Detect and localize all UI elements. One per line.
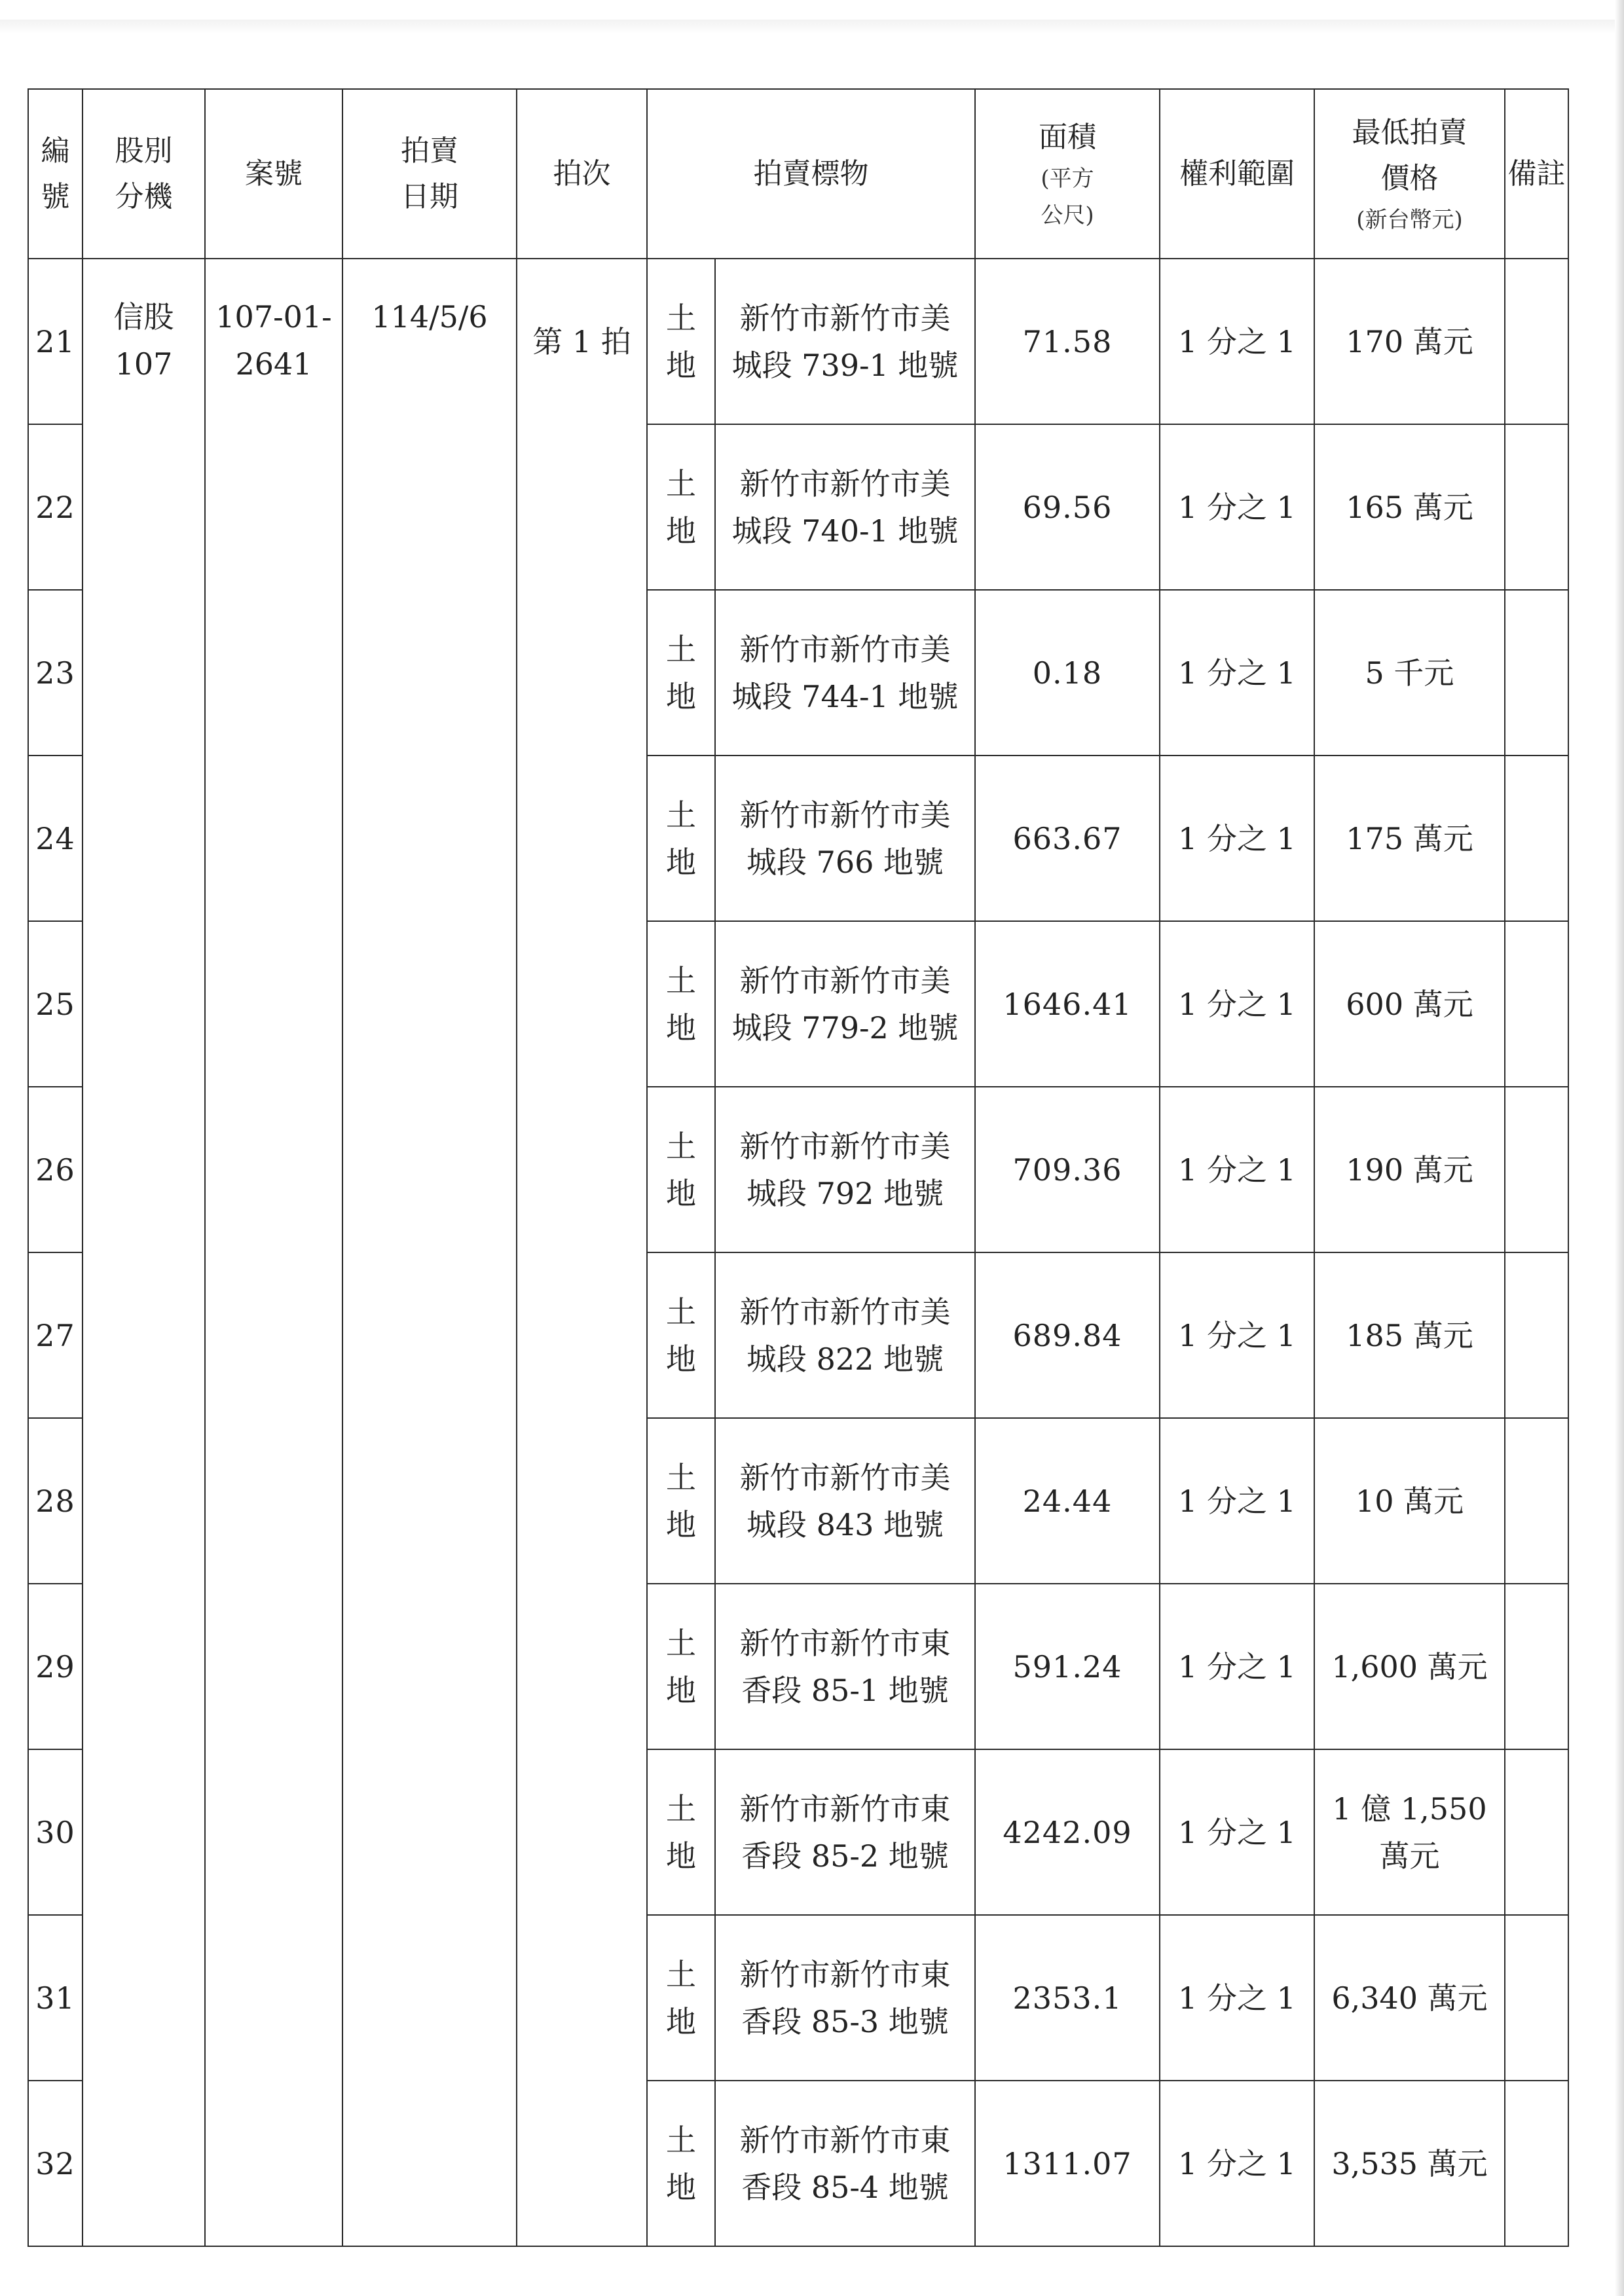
row-remarks — [1505, 259, 1568, 424]
row-area: 2353.1 — [975, 1915, 1160, 2081]
row-remarks — [1505, 1584, 1568, 1749]
row-no: 21 — [28, 259, 83, 424]
row-area: 69.56 — [975, 424, 1160, 590]
row-category: 土 地 — [647, 1087, 715, 1252]
header-min-price-unit: (新台幣元) — [1356, 206, 1463, 233]
row-category: 土 地 — [647, 590, 715, 756]
row-rights: 1 分之 1 — [1160, 259, 1314, 424]
row-no: 28 — [28, 1418, 83, 1584]
row-subject: 新竹市新竹市美 城段 744-1 地號 — [715, 590, 975, 756]
row-price: 5 千元 — [1314, 590, 1505, 756]
row-area: 591.24 — [975, 1584, 1160, 1749]
row-category: 土 地 — [647, 424, 715, 590]
row-remarks — [1505, 1915, 1568, 2081]
row-remarks — [1505, 1252, 1568, 1418]
row-price: 3,535 萬元 — [1314, 2081, 1505, 2246]
row-no: 31 — [28, 1915, 83, 2081]
row-subject: 新竹市新竹市美 城段 739-1 地號 — [715, 259, 975, 424]
row-subject: 新竹市新竹市東 香段 85-4 地號 — [715, 2081, 975, 2246]
row-subject: 新竹市新竹市美 城段 843 地號 — [715, 1418, 975, 1584]
row-price: 170 萬元 — [1314, 259, 1505, 424]
row-category: 土 地 — [647, 2081, 715, 2246]
case-auction-date: 114/5/6 — [342, 259, 517, 2246]
row-no: 26 — [28, 1087, 83, 1252]
header-remarks: 備註 — [1505, 89, 1568, 259]
row-subject: 新竹市新竹市東 香段 85-2 地號 — [715, 1749, 975, 1915]
row-rights: 1 分之 1 — [1160, 1915, 1314, 2081]
row-remarks — [1505, 2081, 1568, 2246]
row-remarks — [1505, 1087, 1568, 1252]
row-price: 1,600 萬元 — [1314, 1584, 1505, 1749]
row-price: 175 萬元 — [1314, 756, 1505, 921]
header-area-unit-2: 公尺) — [1041, 202, 1094, 228]
row-remarks — [1505, 424, 1568, 590]
row-area: 689.84 — [975, 1252, 1160, 1418]
header-min-price-label: 最低拍賣 價格 — [1352, 115, 1467, 195]
row-rights: 1 分之 1 — [1160, 590, 1314, 756]
scan-top-edge — [0, 20, 1624, 34]
table-row — [28, 259, 1568, 424]
row-remarks — [1505, 1418, 1568, 1584]
row-category: 土 地 — [647, 1584, 715, 1749]
case-round: 第 1 拍 — [517, 259, 647, 2246]
row-no: 25 — [28, 921, 83, 1087]
row-price: 1 億 1,550 萬元 — [1314, 1749, 1505, 1915]
row-category: 土 地 — [647, 1418, 715, 1584]
row-price: 165 萬元 — [1314, 424, 1505, 590]
row-subject: 新竹市新竹市美 城段 779-2 地號 — [715, 921, 975, 1087]
header-no: 編 號 — [28, 89, 83, 259]
header-min-price — [1314, 89, 1505, 259]
row-rights: 1 分之 1 — [1160, 1087, 1314, 1252]
row-subject: 新竹市新竹市東 香段 85-3 地號 — [715, 1915, 975, 2081]
row-no: 30 — [28, 1749, 83, 1915]
row-category: 土 地 — [647, 756, 715, 921]
row-no: 27 — [28, 1252, 83, 1418]
row-area: 24.44 — [975, 1418, 1160, 1584]
row-remarks — [1505, 756, 1568, 921]
header-rights: 權利範圍 — [1160, 89, 1314, 259]
row-price: 6,340 萬元 — [1314, 1915, 1505, 2081]
row-category: 土 地 — [647, 1252, 715, 1418]
row-no: 29 — [28, 1584, 83, 1749]
row-area: 0.18 — [975, 590, 1160, 756]
row-subject: 新竹市新竹市東 香段 85-1 地號 — [715, 1584, 975, 1749]
row-rights: 1 分之 1 — [1160, 1749, 1314, 1915]
auction-table — [28, 88, 1569, 2247]
header-area-unit-1: (平方 — [1041, 165, 1094, 192]
row-rights: 1 分之 1 — [1160, 2081, 1314, 2246]
row-no: 24 — [28, 756, 83, 921]
row-area: 1646.41 — [975, 921, 1160, 1087]
row-area: 663.67 — [975, 756, 1160, 921]
row-subject: 新竹市新竹市美 城段 740-1 地號 — [715, 424, 975, 590]
header-division: 股別 分機 — [83, 89, 205, 259]
scan-right-edge — [1615, 0, 1624, 2296]
header-row — [28, 89, 1568, 259]
row-remarks — [1505, 590, 1568, 756]
header-area-label: 面積 — [1039, 120, 1096, 154]
row-category: 土 地 — [647, 1749, 715, 1915]
row-subject: 新竹市新竹市美 城段 792 地號 — [715, 1087, 975, 1252]
case-number: 107-01- 2641 — [205, 259, 342, 2246]
row-no: 23 — [28, 590, 83, 756]
header-subject: 拍賣標物 — [647, 89, 975, 259]
header-area — [975, 89, 1160, 259]
row-area: 4242.09 — [975, 1749, 1160, 1915]
row-rights: 1 分之 1 — [1160, 1584, 1314, 1749]
row-subject: 新竹市新竹市美 城段 822 地號 — [715, 1252, 975, 1418]
header-round: 拍次 — [517, 89, 647, 259]
row-no: 22 — [28, 424, 83, 590]
case-division: 信股 107 — [83, 259, 205, 2246]
row-price: 185 萬元 — [1314, 1252, 1505, 1418]
header-auction-date: 拍賣 日期 — [342, 89, 517, 259]
row-area: 1311.07 — [975, 2081, 1160, 2246]
row-rights: 1 分之 1 — [1160, 921, 1314, 1087]
header-case-no: 案號 — [205, 89, 342, 259]
row-rights: 1 分之 1 — [1160, 424, 1314, 590]
row-category: 土 地 — [647, 259, 715, 424]
row-no: 32 — [28, 2081, 83, 2246]
row-rights: 1 分之 1 — [1160, 1252, 1314, 1418]
row-category: 土 地 — [647, 921, 715, 1087]
row-category: 土 地 — [647, 1915, 715, 2081]
row-price: 10 萬元 — [1314, 1418, 1505, 1584]
row-area: 709.36 — [975, 1087, 1160, 1252]
row-area: 71.58 — [975, 259, 1160, 424]
row-price: 190 萬元 — [1314, 1087, 1505, 1252]
row-rights: 1 分之 1 — [1160, 1418, 1314, 1584]
row-remarks — [1505, 921, 1568, 1087]
row-rights: 1 分之 1 — [1160, 756, 1314, 921]
row-remarks — [1505, 1749, 1568, 1915]
row-price: 600 萬元 — [1314, 921, 1505, 1087]
row-subject: 新竹市新竹市美 城段 766 地號 — [715, 756, 975, 921]
